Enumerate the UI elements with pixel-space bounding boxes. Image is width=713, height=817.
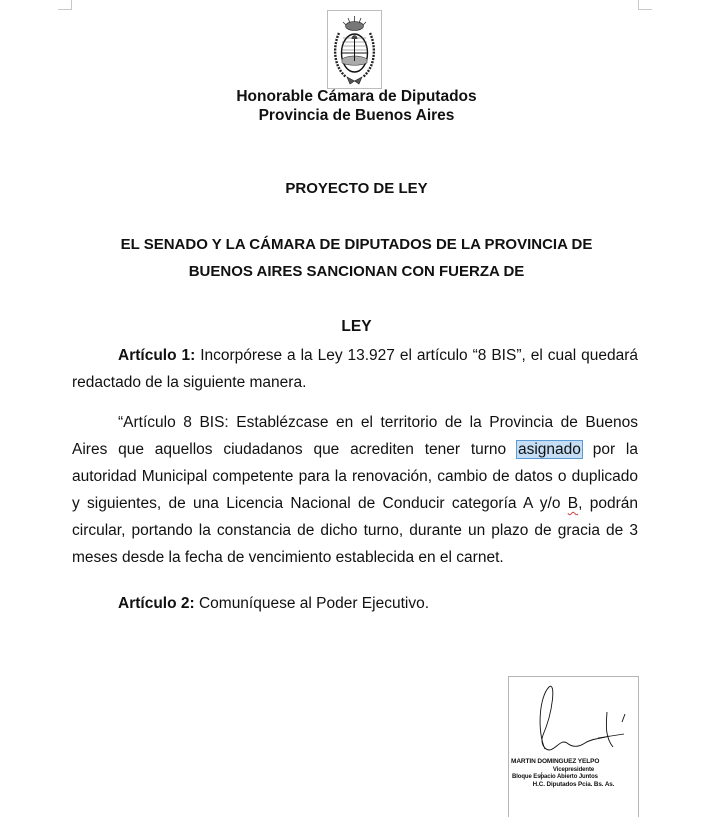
coat-of-arms-icon	[328, 11, 381, 88]
article-1-text: Incorpórese a la Ley 13.927 el artículo “8 BIS”, el cual quedará redactado de la siguiente manera.	[72, 347, 638, 391]
signature-block	[508, 676, 639, 817]
header-chamber-name: Honorable Cámara de Diputados	[236, 88, 477, 105]
article-1-label: Artículo 1:	[118, 347, 196, 364]
article-8bis-text-middle: por la autoridad Municipal competente para la renovación, cambio de datos o duplicado y siguientes, de una Licencia Nacional de Conducir categoría A y/o	[72, 441, 638, 512]
article-2-paragraph[interactable]	[72, 590, 638, 617]
article-8bis-text-start: “Artículo 8 BIS: Establézcase en el territorio de la Provincia de Buenos Aires que aquellos ciudadanos que acrediten tener turno	[72, 414, 638, 458]
signatory-chamber: H.C. Diputados Pcia. Bs. As.	[532, 781, 615, 788]
ley-heading: LEY	[341, 318, 372, 335]
signatory-name: MARTIN DOMINGUEZ YELPO	[511, 758, 600, 765]
page-corner-mark-right	[638, 0, 652, 10]
signatory-role: Vicepresidente	[552, 767, 595, 773]
signatory-bloc: Bloque Espacio Abierto Juntos	[512, 774, 598, 780]
page-corner-mark-left	[58, 0, 72, 10]
document-type-title: PROYECTO DE LEY	[285, 180, 428, 197]
article-8bis-text-end: , podrán circular, portando la constancia de dicho turno, durante un plazo de gracia de 3 meses desde la fecha de vencimiento establecida en el carnet.	[72, 495, 638, 566]
article-2-label: Artículo 2:	[118, 595, 195, 612]
header-province-name: Provincia de Buenos Aires	[258, 107, 455, 124]
article-8bis-paragraph[interactable]	[72, 409, 638, 571]
enacting-clause-line-2: BUENOS AIRES SANCIONAN CON FUERZA DE	[188, 263, 525, 280]
enacting-clause-line-1: EL SENADO Y LA CÁMARA DE DIPUTADOS DE LA PROVINCIA DE	[120, 236, 593, 253]
article-2-text: Comuníquese al Poder Ejecutivo.	[194, 595, 430, 612]
spellcheck-flagged-word[interactable]: B	[567, 495, 579, 512]
coat-of-arms-seal	[327, 10, 382, 89]
selected-word-highlight[interactable]: asignado	[517, 441, 581, 458]
article-1-paragraph[interactable]	[72, 342, 638, 396]
